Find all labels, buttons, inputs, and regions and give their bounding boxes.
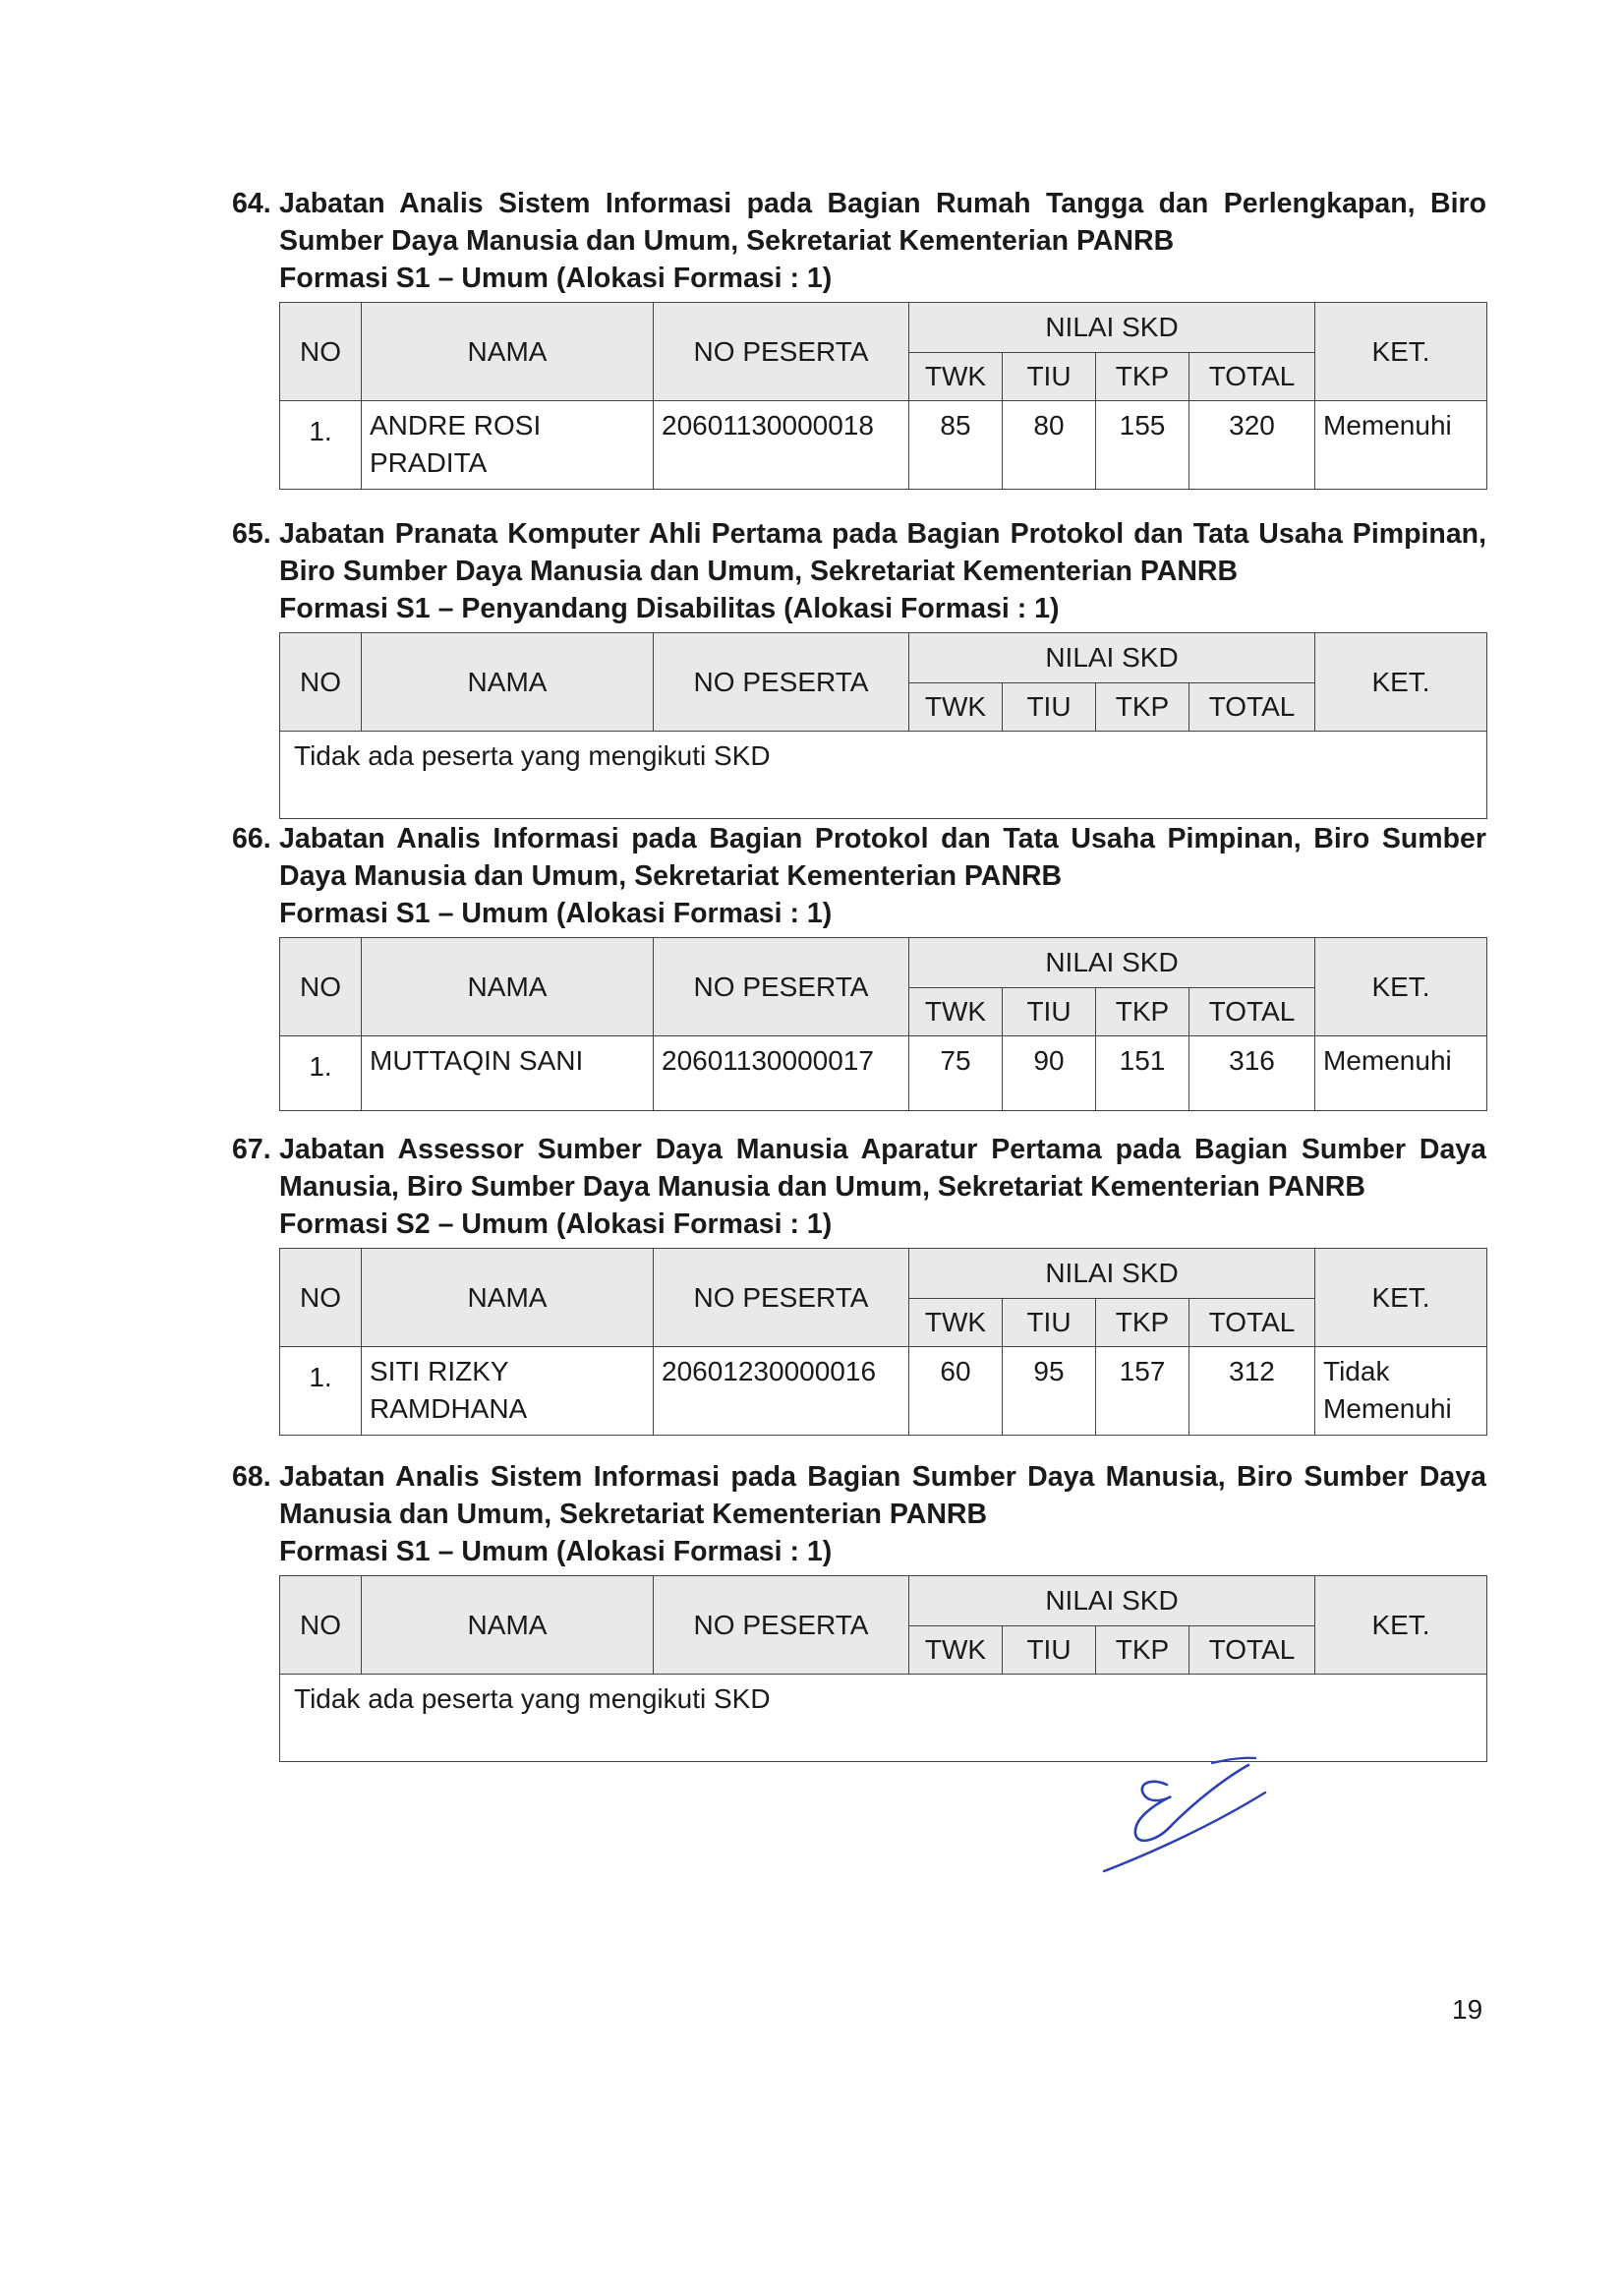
cell-tiu: 90 bbox=[1003, 1036, 1096, 1111]
section-heading bbox=[232, 185, 1486, 297]
header-tkp: TKP bbox=[1096, 683, 1189, 732]
cell-no-peserta: 20601130000017 bbox=[654, 1036, 909, 1111]
cell-tiu: 80 bbox=[1003, 401, 1096, 490]
section-formasi: Formasi S1 – Penyandang Disabilitas (Alokasi Formasi : 1) bbox=[279, 593, 1060, 624]
cell-nama: MUTTAQIN SANI bbox=[362, 1036, 654, 1111]
header-no: NO bbox=[280, 1249, 362, 1347]
header-no-peserta: NO PESERTA bbox=[654, 303, 909, 401]
section-title: Jabatan Analis Sistem Informasi pada Bagian Rumah Tangga dan Perlengkapan, Biro Sumber Daya Manusia dan Umum, Sekretariat Kementerian PANRB bbox=[279, 188, 1486, 257]
header-no: NO bbox=[280, 938, 362, 1036]
header-ket: KET. bbox=[1315, 938, 1487, 1036]
cell-no: 1. bbox=[280, 1036, 362, 1111]
section-heading bbox=[232, 1131, 1486, 1243]
cell-tkp: 157 bbox=[1096, 1347, 1189, 1436]
header-ket: KET. bbox=[1315, 1576, 1487, 1675]
result-table bbox=[279, 302, 1487, 490]
header-no: NO bbox=[280, 1576, 362, 1675]
header-total: TOTAL bbox=[1189, 988, 1315, 1036]
cell-no-peserta: 20601130000018 bbox=[654, 401, 909, 490]
empty-message: Tidak ada peserta yang mengikuti SKD bbox=[280, 732, 1487, 819]
cell-tiu: 95 bbox=[1003, 1347, 1096, 1436]
cell-total: 320 bbox=[1189, 401, 1315, 490]
section-heading bbox=[232, 1458, 1486, 1570]
table-row-empty bbox=[280, 732, 1487, 819]
table-row bbox=[280, 1347, 1487, 1436]
result-table bbox=[279, 632, 1487, 819]
header-tiu: TIU bbox=[1003, 683, 1096, 732]
cell-twk: 85 bbox=[909, 401, 1003, 490]
header-nama: NAMA bbox=[362, 633, 654, 732]
signature-mark bbox=[1096, 1755, 1273, 1878]
header-nama: NAMA bbox=[362, 1249, 654, 1347]
table-row bbox=[280, 401, 1487, 490]
header-tkp: TKP bbox=[1096, 988, 1189, 1036]
cell-ket: Memenuhi bbox=[1315, 1036, 1487, 1111]
section-number: 68. bbox=[232, 1461, 271, 1493]
header-ket: KET. bbox=[1315, 633, 1487, 732]
header-tiu: TIU bbox=[1003, 1626, 1096, 1675]
header-total: TOTAL bbox=[1189, 1299, 1315, 1347]
header-tiu: TIU bbox=[1003, 988, 1096, 1036]
section-67 bbox=[232, 1131, 1486, 1436]
section-title: Jabatan Analis Informasi pada Bagian Protokol dan Tata Usaha Pimpinan, Biro Sumber Daya Manusia dan Umum, Sekretariat Kementerian PANRB bbox=[279, 823, 1486, 892]
empty-message: Tidak ada peserta yang mengikuti SKD bbox=[280, 1675, 1487, 1762]
header-total: TOTAL bbox=[1189, 683, 1315, 732]
cell-total: 316 bbox=[1189, 1036, 1315, 1111]
section-title: Jabatan Analis Sistem Informasi pada Bagian Sumber Daya Manusia, Biro Sumber Daya Manusia dan Umum, Sekretariat Kementerian PANRB bbox=[279, 1461, 1486, 1530]
header-nama: NAMA bbox=[362, 938, 654, 1036]
cell-ket: Memenuhi bbox=[1315, 401, 1487, 490]
header-no: NO bbox=[280, 633, 362, 732]
header-no-peserta: NO PESERTA bbox=[654, 1249, 909, 1347]
header-nilai-skd: NILAI SKD bbox=[909, 1249, 1315, 1299]
section-66 bbox=[232, 820, 1486, 1111]
section-65 bbox=[232, 515, 1486, 819]
cell-no-peserta: 20601230000016 bbox=[654, 1347, 909, 1436]
header-no-peserta: NO PESERTA bbox=[654, 938, 909, 1036]
section-heading bbox=[232, 515, 1486, 627]
header-no-peserta: NO PESERTA bbox=[654, 633, 909, 732]
section-number: 66. bbox=[232, 823, 271, 854]
result-table bbox=[279, 937, 1487, 1111]
section-title: Jabatan Pranata Komputer Ahli Pertama pada Bagian Protokol dan Tata Usaha Pimpinan, Biro Sumber Daya Manusia dan Umum, Sekretariat Kementerian PANRB bbox=[279, 518, 1486, 587]
header-total: TOTAL bbox=[1189, 1626, 1315, 1675]
section-formasi: Formasi S1 – Umum (Alokasi Formasi : 1) bbox=[279, 1536, 833, 1567]
cell-twk: 60 bbox=[909, 1347, 1003, 1436]
header-twk: TWK bbox=[909, 353, 1003, 401]
section-number: 67. bbox=[232, 1134, 271, 1165]
header-nilai-skd: NILAI SKD bbox=[909, 633, 1315, 683]
section-number: 64. bbox=[232, 188, 271, 219]
header-tkp: TKP bbox=[1096, 1626, 1189, 1675]
header-nama: NAMA bbox=[362, 1576, 654, 1675]
cell-nama: SITI RIZKY RAMDHANA bbox=[362, 1347, 654, 1436]
section-title: Jabatan Assessor Sumber Daya Manusia Aparatur Pertama pada Bagian Sumber Daya Manusia, Biro Sumber Daya Manusia dan Umum, Sekretariat Kementerian PANRB bbox=[279, 1134, 1486, 1203]
header-total: TOTAL bbox=[1189, 353, 1315, 401]
header-nilai-skd: NILAI SKD bbox=[909, 1576, 1315, 1626]
cell-total: 312 bbox=[1189, 1347, 1315, 1436]
table-row-empty bbox=[280, 1675, 1487, 1762]
cell-no: 1. bbox=[280, 401, 362, 490]
table-row bbox=[280, 1036, 1487, 1111]
header-nilai-skd: NILAI SKD bbox=[909, 303, 1315, 353]
header-tkp: TKP bbox=[1096, 353, 1189, 401]
result-table bbox=[279, 1248, 1487, 1436]
header-ket: KET. bbox=[1315, 1249, 1487, 1347]
header-tiu: TIU bbox=[1003, 1299, 1096, 1347]
cell-twk: 75 bbox=[909, 1036, 1003, 1111]
cell-tkp: 155 bbox=[1096, 401, 1189, 490]
section-heading bbox=[232, 820, 1486, 932]
section-68 bbox=[232, 1458, 1486, 1762]
section-formasi: Formasi S2 – Umum (Alokasi Formasi : 1) bbox=[279, 1208, 833, 1240]
section-number: 65. bbox=[232, 518, 271, 550]
page-number: 19 bbox=[1452, 1994, 1483, 2025]
header-twk: TWK bbox=[909, 988, 1003, 1036]
header-ket: KET. bbox=[1315, 303, 1487, 401]
header-tiu: TIU bbox=[1003, 353, 1096, 401]
section-formasi: Formasi S1 – Umum (Alokasi Formasi : 1) bbox=[279, 898, 833, 929]
cell-nama: ANDRE ROSI PRADITA bbox=[362, 401, 654, 490]
header-tkp: TKP bbox=[1096, 1299, 1189, 1347]
header-twk: TWK bbox=[909, 683, 1003, 732]
section-formasi: Formasi S1 – Umum (Alokasi Formasi : 1) bbox=[279, 263, 833, 294]
header-nama: NAMA bbox=[362, 303, 654, 401]
result-table bbox=[279, 1575, 1487, 1762]
header-twk: TWK bbox=[909, 1299, 1003, 1347]
header-no-peserta: NO PESERTA bbox=[654, 1576, 909, 1675]
header-twk: TWK bbox=[909, 1626, 1003, 1675]
header-no: NO bbox=[280, 303, 362, 401]
header-nilai-skd: NILAI SKD bbox=[909, 938, 1315, 988]
cell-no: 1. bbox=[280, 1347, 362, 1436]
section-64 bbox=[232, 185, 1486, 490]
cell-ket: Tidak Memenuhi bbox=[1315, 1347, 1487, 1436]
cell-tkp: 151 bbox=[1096, 1036, 1189, 1111]
